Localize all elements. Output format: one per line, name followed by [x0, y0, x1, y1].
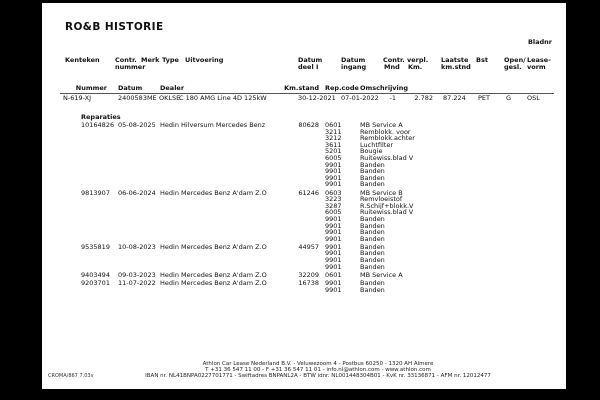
repair-dealer — [160, 142, 281, 149]
repair-date — [118, 168, 160, 175]
repair-dealer — [160, 216, 281, 223]
repair-date — [118, 162, 160, 169]
repair-row — [81, 209, 560, 216]
repair-entry — [81, 272, 560, 279]
vehicle-bst: PET — [478, 94, 490, 102]
vehicle-open-gesl: G — [506, 94, 512, 102]
repair-rep-code: 3287 — [325, 202, 342, 210]
repair-omschrijving: MB Service A — [360, 271, 403, 279]
repair-row — [81, 181, 560, 188]
repair-date — [118, 223, 160, 230]
repair-km-stand — [281, 209, 319, 216]
repair-km-stand — [281, 196, 319, 203]
col-header-contr-line2: nummer — [115, 62, 146, 71]
repair-entry — [81, 280, 560, 293]
repair-row — [81, 203, 560, 210]
repair-km-stand: 80628 — [298, 122, 319, 129]
repair-rep-code: 9901 — [325, 243, 342, 251]
repair-rep-code: 6005 — [325, 209, 342, 216]
repair-row — [81, 287, 560, 294]
repair-km-stand — [281, 155, 319, 162]
repair-date — [118, 250, 160, 257]
repair-km-stand — [281, 142, 319, 149]
repair-km-stand — [281, 216, 319, 223]
repair-dealer — [160, 264, 281, 271]
vehicle-kenteken: N-619-XJ — [63, 94, 92, 102]
repair-row — [81, 196, 560, 203]
vehicle-datum-deel-i: 30-12-2021 — [298, 94, 336, 102]
repair-omschrijving: Banden — [360, 215, 385, 223]
repair-dealer — [160, 148, 281, 155]
col-header-laatste-line2: km.stnd — [441, 62, 471, 71]
col-header-km: Km. — [408, 62, 423, 71]
repair-number — [81, 287, 118, 294]
repair-rep-code: 9901 — [325, 181, 342, 188]
repair-dealer — [160, 155, 281, 162]
repair-row — [81, 257, 560, 264]
repair-row — [81, 229, 560, 236]
col-header-datum-deel-line2: deel I — [298, 62, 319, 71]
vehicle-datum-ingang: 07-01-2022 — [341, 94, 379, 102]
repair-number — [81, 155, 118, 162]
repair-date: 05-08-2025 — [118, 122, 156, 129]
repair-date — [118, 155, 160, 162]
repair-rep-code: 9901 — [325, 222, 342, 230]
document-version-label: CROMA/867 7.03v — [48, 373, 94, 379]
repair-number: 9403494 — [81, 271, 110, 279]
repair-row — [81, 272, 560, 279]
repair-dealer — [160, 168, 281, 175]
repair-rep-code: 3211 — [325, 128, 342, 136]
repair-dealer — [160, 181, 281, 188]
col-header-laatste-line1: Laatste — [441, 56, 469, 64]
repair-number — [81, 129, 118, 136]
page-title: RO&B HISTORIE — [65, 21, 164, 33]
repair-omschrijving: Luchtfilter — [360, 141, 393, 149]
repair-row — [81, 280, 560, 287]
bladnr-label: Bladnr — [527, 38, 552, 46]
vehicle-uitvoering: C 180 AMG Line 4D 125kW — [179, 94, 267, 102]
repair-omschrijving: Banden — [360, 243, 385, 251]
repair-omschrijving: Banden — [360, 181, 385, 188]
repair-dealer — [160, 175, 281, 182]
col-header-open-gesl — [504, 57, 526, 70]
repair-number — [81, 250, 118, 257]
footer-line-address: Athlon Car Lease Nederland B.V. - Veluwezoom 4 - Postbus 60250 - 1320 AH Almere — [202, 361, 434, 367]
repair-omschrijving: Ruitewiss.blad V — [360, 209, 414, 216]
repair-rep-code: 9901 — [325, 280, 342, 287]
repair-row — [81, 142, 560, 149]
col-header-lease-line1: Lease- — [527, 56, 551, 64]
repair-row — [81, 244, 560, 251]
repair-dealer — [160, 129, 281, 136]
footer-address-block — [98, 362, 538, 379]
repair-number: 9203701 — [81, 280, 110, 287]
col-header-merk: Merk — [141, 56, 160, 64]
col-header-omschrijving: Omschrijving — [360, 84, 409, 92]
repair-dealer — [160, 257, 281, 264]
repair-dealer — [160, 287, 281, 294]
repair-rep-code: 9901 — [325, 286, 342, 294]
repair-km-stand — [281, 135, 319, 142]
repair-km-stand — [281, 264, 319, 271]
repair-dealer — [160, 162, 281, 169]
repairs-section-label: Reparaties — [81, 113, 121, 121]
repair-km-stand — [281, 129, 319, 136]
repair-number — [81, 162, 118, 169]
repair-rep-code: 9901 — [325, 250, 342, 258]
repair-omschrijving: Banden — [360, 235, 385, 243]
repair-date: 06-06-2024 — [118, 189, 156, 197]
repair-omschrijving: Remvloeistof — [360, 196, 403, 203]
repair-row — [81, 190, 560, 197]
repair-date: 10-08-2023 — [118, 243, 156, 251]
repair-date — [118, 229, 160, 236]
repair-number — [81, 142, 118, 149]
repair-km-stand — [281, 175, 319, 182]
col-header-lease-line2: vorm — [527, 62, 546, 71]
repair-km-stand: 32209 — [298, 271, 319, 279]
repair-date — [118, 287, 160, 294]
repair-number — [81, 264, 118, 271]
repair-date — [118, 216, 160, 223]
repair-rep-code: 0601 — [325, 271, 342, 279]
document-page — [42, 3, 566, 389]
vehicle-laatste-km-stand: 87.224 — [443, 94, 466, 102]
repair-omschrijving: Banden — [360, 174, 385, 182]
repair-number — [81, 181, 118, 188]
repair-row — [81, 216, 560, 223]
col-header-type: Type — [162, 56, 179, 64]
repair-omschrijving: Banden — [360, 222, 385, 230]
col-header-datum-ingang-line1: Datum — [341, 56, 366, 64]
repair-number — [81, 216, 118, 223]
repair-dealer — [160, 250, 281, 257]
repair-dealer: Hedin Mercedes Benz A'dam Z.O — [160, 280, 267, 287]
vehicle-leasevorm: OSL — [527, 94, 540, 102]
repair-dealer: Hedin Mercedes Benz A'dam Z.O — [160, 243, 267, 251]
vehicle-dealer-code: OKLSE — [159, 94, 181, 102]
repair-number — [81, 209, 118, 216]
repair-km-stand — [281, 257, 319, 264]
repair-date — [118, 129, 160, 136]
repair-rep-code: 9901 — [325, 215, 342, 223]
repair-date: 11-07-2022 — [118, 280, 156, 287]
repair-dealer — [160, 135, 281, 142]
col-header-contr-verpl: Contr. verpl. — [383, 56, 429, 64]
repair-row — [81, 122, 560, 129]
repair-km-stand — [281, 181, 319, 188]
repair-row — [81, 155, 560, 162]
repair-omschrijving: Banden — [360, 257, 385, 264]
repair-rep-code: 3223 — [325, 196, 342, 203]
col-header-km-stand: Km.stand — [284, 84, 319, 92]
col-header-uitvoering: Uitvoering — [185, 56, 224, 64]
repair-rep-code: 6005 — [325, 154, 342, 162]
repair-entry — [81, 190, 560, 243]
repair-row — [81, 250, 560, 257]
repair-omschrijving: Banden — [360, 229, 385, 236]
repair-omschrijving: R.Schijf+blokk.V — [360, 202, 414, 210]
col-header-bst: Bst — [476, 56, 488, 64]
repair-row — [81, 264, 560, 271]
repairs-table — [81, 122, 560, 295]
repair-km-stand: 44957 — [298, 243, 319, 251]
vehicle-contr-verpl-mnd: -1 — [389, 94, 396, 102]
col-header-datum-ingang — [341, 57, 366, 70]
repair-date — [118, 203, 160, 210]
repair-dealer — [160, 209, 281, 216]
repair-dealer — [160, 236, 281, 243]
repair-omschrijving: Banden — [360, 250, 385, 258]
repair-entry — [81, 122, 560, 188]
repair-number — [81, 223, 118, 230]
repair-row — [81, 168, 560, 175]
repair-km-stand: 61246 — [298, 189, 319, 197]
col-header-dealer: Dealer — [160, 84, 185, 92]
repair-rep-code: 9901 — [325, 257, 342, 264]
col-header-rep-code: Rep.code — [325, 84, 359, 92]
repair-omschrijving: Banden — [360, 168, 385, 175]
vehicle-contr-verpl-km: 2.782 — [414, 94, 433, 102]
repair-number — [81, 203, 118, 210]
repair-row — [81, 236, 560, 243]
repair-date — [118, 148, 160, 155]
footer-line-contact: T +31 36 547 11 00 - F +31 36 547 11 01 - info.nl@athlon.com - www.athlon.com — [205, 366, 431, 373]
repair-omschrijving: Banden — [360, 161, 385, 169]
repair-rep-code: 9901 — [325, 161, 342, 169]
col-header-datum-deel-line1: Datum — [298, 56, 323, 64]
repair-number — [81, 196, 118, 203]
col-header-laatste-kmstnd — [441, 57, 471, 70]
repair-rep-code: 9901 — [325, 263, 342, 271]
col-header-leasevorm — [527, 57, 551, 70]
col-header-datum: Datum — [118, 84, 143, 92]
repair-km-stand — [281, 250, 319, 257]
repair-date — [118, 196, 160, 203]
repair-rep-code: 0601 — [325, 122, 342, 129]
repair-km-stand — [281, 236, 319, 243]
repair-number — [81, 175, 118, 182]
repair-omschrijving: Remblokk.achter — [360, 135, 415, 142]
repair-row — [81, 175, 560, 182]
repair-rep-code: 9901 — [325, 168, 342, 175]
repair-dealer: Hedin Mercedes Benz A'dam Z.O — [160, 189, 267, 197]
repair-rep-code: 9901 — [325, 174, 342, 182]
repair-dealer — [160, 223, 281, 230]
repair-entry — [81, 244, 560, 270]
repair-km-stand: 16738 — [298, 280, 319, 287]
repair-date — [118, 181, 160, 188]
footer-line-registrations: IBAN nr. NL41BNPA0227701771 - Swiftadres BNPANL2A - BTW idnr. NL001448304B01 - KvK nr. 33136871 - AFM nr. 12012477 — [145, 372, 491, 379]
repair-km-stand — [281, 229, 319, 236]
repair-rep-code: 3212 — [325, 135, 342, 142]
repair-omschrijving: Remblokk. voor — [360, 128, 411, 136]
repair-rep-code: 3611 — [325, 141, 342, 149]
repair-row — [81, 148, 560, 155]
repair-number — [81, 168, 118, 175]
repair-rep-code: 0603 — [325, 189, 342, 197]
repair-row — [81, 162, 560, 169]
repair-date — [118, 142, 160, 149]
repair-omschrijving: Banden — [360, 263, 385, 271]
repair-number: 9813907 — [81, 189, 110, 197]
repair-number — [81, 229, 118, 236]
repair-date — [118, 175, 160, 182]
repair-row — [81, 135, 560, 142]
repair-dealer: Hedin Mercedes Benz A'dam Z.O — [160, 271, 267, 279]
repair-dealer — [160, 229, 281, 236]
col-header-contr-line1: Contr. — [115, 56, 137, 64]
repair-dealer — [160, 203, 281, 210]
repair-date — [118, 236, 160, 243]
repair-omschrijving: Banden — [360, 286, 385, 294]
col-header-datum-deel-i — [298, 57, 322, 70]
repair-dealer: Hedin Hilversum Mercedes Benz — [160, 122, 266, 129]
repair-number — [81, 257, 118, 264]
repair-number — [81, 148, 118, 155]
repair-km-stand — [281, 287, 319, 294]
repair-rep-code: 9901 — [325, 229, 342, 236]
repair-number — [81, 135, 118, 142]
repair-date — [118, 209, 160, 216]
col-header-nummer: Nummer — [75, 84, 107, 92]
col-header-mnd: Mnd — [384, 62, 400, 71]
repair-row — [81, 223, 560, 230]
repair-km-stand — [281, 168, 319, 175]
repair-number: 10164826 — [81, 122, 115, 129]
repair-km-stand — [281, 148, 319, 155]
repair-km-stand — [281, 162, 319, 169]
repair-omschrijving: MB Service A — [360, 122, 403, 129]
repair-omschrijving: Ruitewiss.blad V — [360, 154, 414, 162]
repair-km-stand — [281, 203, 319, 210]
vehicle-contract-number: 2400583ME — [118, 94, 157, 102]
repair-date — [118, 264, 160, 271]
repair-rep-code: 9901 — [325, 235, 342, 243]
repair-rep-code: 5201 — [325, 148, 342, 155]
repair-date — [118, 135, 160, 142]
repair-row — [81, 129, 560, 136]
col-header-open-line1: Open/ — [504, 56, 526, 64]
repair-omschrijving: Bougie — [360, 148, 383, 155]
repair-km-stand — [281, 223, 319, 230]
col-header-open-line2: gesl. — [504, 62, 522, 71]
col-header-datum-ingang-line2: ingang — [341, 62, 367, 71]
repair-omschrijving: MB Service B — [360, 189, 403, 197]
col-header-kenteken: Kenteken — [65, 56, 100, 64]
repair-date: 09-03-2023 — [118, 271, 156, 279]
repair-number — [81, 236, 118, 243]
repair-dealer — [160, 196, 281, 203]
repair-omschrijving: Banden — [360, 280, 385, 287]
repair-date — [118, 257, 160, 264]
repair-number: 9535819 — [81, 243, 110, 251]
